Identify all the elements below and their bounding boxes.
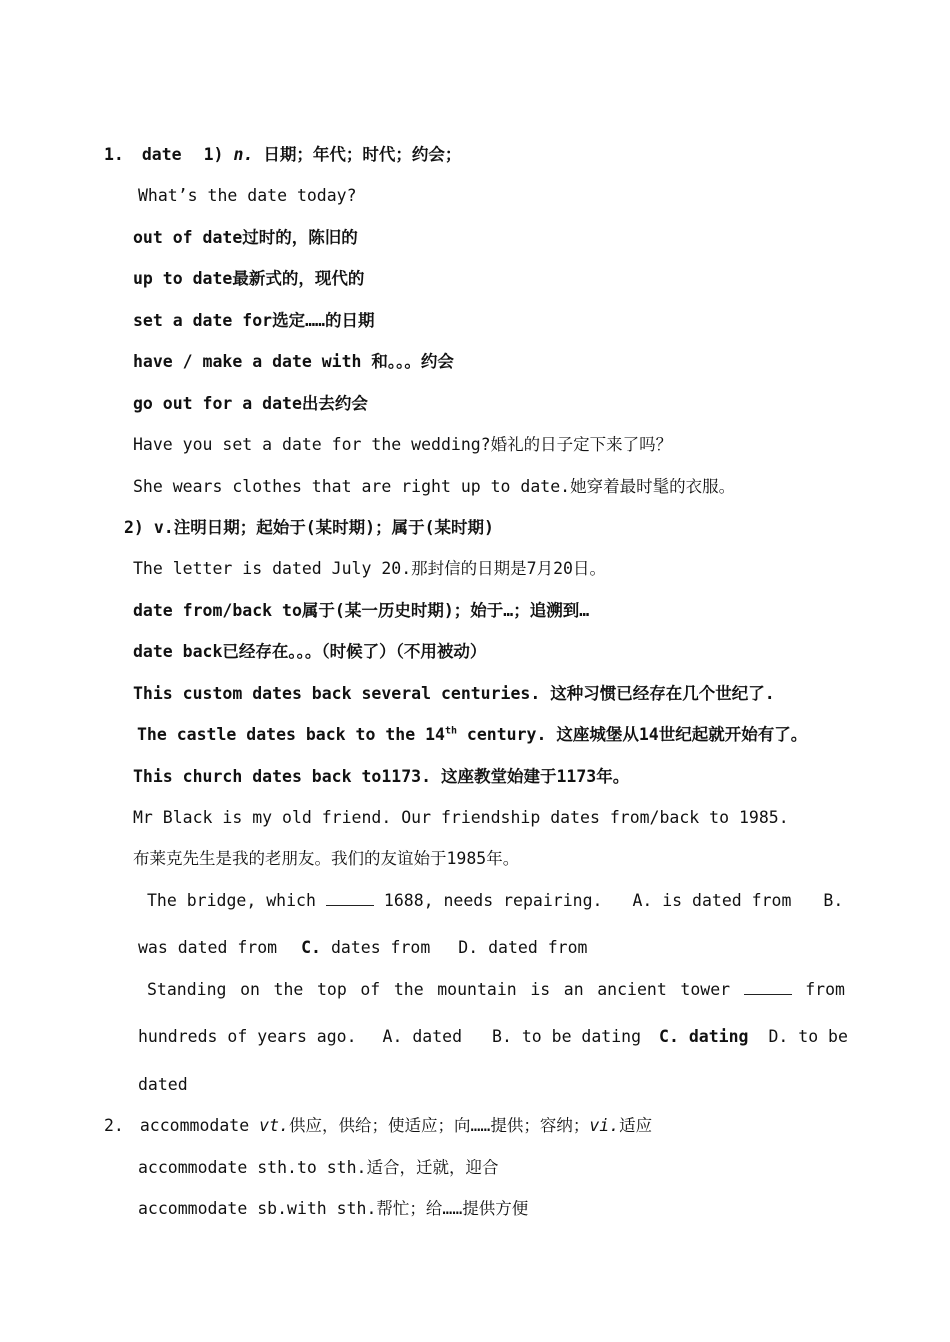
example-zh: 这种习惯已经存在几个世纪了. — [550, 684, 775, 703]
headword: date — [141, 145, 182, 164]
phrase-line — [138, 1198, 528, 1220]
quiz-stem-word: tower — [680, 980, 731, 999]
phrase-en: have / make a date with — [133, 352, 372, 371]
example-sentence: Mr Black is my old friend. Our friendship dates from/back to 1985. — [133, 808, 789, 827]
part-of-speech: vi. — [589, 1116, 620, 1135]
example-en: This church dates back to1173. — [133, 767, 441, 786]
answer-blank — [326, 890, 374, 906]
item-2-heading — [104, 1115, 652, 1137]
quiz-stem-word: on — [240, 980, 260, 999]
item-number: 2. — [104, 1116, 124, 1135]
phrase-zh: 出去约会 — [301, 394, 368, 413]
phrase-zh: 选定……的日期 — [272, 311, 375, 330]
example-zh: 她穿着最时髦的衣服。 — [570, 477, 736, 496]
item-1-heading — [104, 144, 461, 166]
phrase-en: date back — [133, 642, 223, 661]
example-zh: 这座城堡从14世纪起就开始有了。 — [556, 725, 808, 744]
quiz-stem-word: the — [273, 980, 304, 999]
quiz-answer-c: C. dating — [659, 1027, 749, 1046]
phrase-zh: 过时的，陈旧的 — [242, 228, 358, 247]
part-of-speech: n. — [233, 145, 254, 164]
phrase-en: set a date for — [133, 311, 273, 330]
phrase-line — [133, 641, 486, 663]
example-en: The castle dates back to the 14 — [137, 725, 445, 744]
example-sentence — [133, 434, 672, 456]
quiz-option-a: A. is dated from — [632, 891, 792, 910]
phrase-zh: 已经存在。。。（时候了）（不用被动） — [222, 642, 487, 661]
headword: accommodate — [139, 1116, 250, 1135]
quiz-answer-c: C. — [301, 938, 321, 957]
sense-marker: 1) — [203, 145, 224, 164]
phrase-line — [133, 227, 358, 249]
phrase-zh: 最新式的，现代的 — [232, 269, 365, 288]
phrase-en: accommodate sb.with sth. — [138, 1199, 377, 1218]
quiz-2-stem — [147, 979, 845, 1001]
phrase-line — [133, 268, 364, 290]
part-of-speech: v. — [153, 518, 174, 537]
quiz-stem-word: is — [530, 980, 551, 999]
example-zh: 婚礼的日子定下来了吗？ — [490, 435, 673, 454]
quiz-stem-word: Standing — [147, 980, 227, 999]
example-en: Have you set a date for the wedding? — [133, 435, 491, 454]
example-zh: 这座教堂始建于1173年。 — [440, 767, 630, 786]
quiz-stem-text: The bridge, which — [147, 891, 316, 910]
quiz-option-c: dates from — [330, 938, 431, 957]
quiz-1-stem — [147, 890, 843, 912]
sense-marker: 2) — [124, 518, 144, 537]
example-sentence — [133, 683, 775, 705]
sense-meaning: 供应，供给；使适应；向……提供；容纳； — [288, 1116, 590, 1135]
quiz-stem-word: the — [393, 980, 424, 999]
quiz-option-a: A. dated — [382, 1027, 463, 1046]
example-translation: 布莱克先生是我的老朋友。我们的友谊始于1985年。 — [133, 849, 520, 868]
example-en: The letter is dated July 20. — [133, 559, 412, 578]
quiz-option-b-label: B. — [823, 891, 844, 910]
quiz-stem-word: ancient — [597, 980, 667, 999]
sense-meaning: 注明日期；起始于(某时期)；属于(某时期) — [173, 518, 494, 537]
phrase-line — [133, 310, 374, 332]
phrase-line — [133, 351, 454, 373]
example-sentence — [133, 558, 606, 580]
quiz-stem-word: an — [563, 980, 584, 999]
quiz-option-b: was dated from — [138, 938, 278, 957]
phrase-line — [133, 393, 368, 415]
part-of-speech: vt. — [259, 1116, 289, 1135]
quiz-stem-word: of — [360, 980, 381, 999]
quiz-2-continuation: dated — [138, 1075, 188, 1094]
item-number: 1. — [104, 145, 124, 164]
sense-meaning: 日期；年代；时代；约会； — [263, 145, 462, 164]
example-en: This custom dates back several centuries. — [133, 684, 551, 703]
phrase-line — [138, 1157, 498, 1179]
quiz-option-b: B. to be dating — [492, 1027, 642, 1046]
quiz-option-d: D. to be — [768, 1027, 848, 1046]
phrase-zh: 属于(某一历史时期)；始于…；追溯到… — [301, 601, 590, 620]
example-en: century. — [457, 725, 557, 744]
example-sentence: What’s the date today? — [138, 186, 357, 205]
phrase-en: date from/back to — [133, 601, 302, 620]
phrase-en: accommodate sth.to sth. — [138, 1158, 367, 1177]
phrase-zh: 和。。。约会 — [371, 352, 454, 371]
phrase-line — [133, 600, 589, 622]
phrase-zh: 适合，迁就，迎合 — [366, 1158, 499, 1177]
phrase-en: up to date — [133, 269, 233, 288]
phrase-zh: 帮忙；给……提供方便 — [376, 1199, 529, 1218]
quiz-2-options — [138, 1026, 848, 1048]
phrase-en: out of date — [133, 228, 243, 247]
example-sentence — [137, 724, 807, 746]
example-en: She wears clothes that are right up to date. — [133, 477, 571, 496]
quiz-stem-text: hundreds of years ago. — [138, 1027, 357, 1046]
quiz-option-d: D. dated from — [458, 938, 588, 957]
quiz-stem-word: top — [316, 980, 347, 999]
quiz-stem-word: from — [805, 980, 845, 999]
sense-meaning: 适应 — [619, 1116, 653, 1135]
quiz-1-options — [138, 937, 587, 959]
example-sentence — [133, 476, 735, 498]
phrase-en: go out for a date — [133, 394, 302, 413]
sense-2-heading — [124, 517, 494, 539]
example-zh: 那封信的日期是7月20日。 — [411, 559, 606, 578]
quiz-stem-text: 1688, needs repairing. — [383, 891, 603, 910]
answer-blank — [744, 979, 792, 995]
example-sentence — [133, 766, 629, 788]
ordinal-suffix: th — [444, 725, 457, 737]
quiz-stem-word: mountain — [437, 980, 517, 999]
